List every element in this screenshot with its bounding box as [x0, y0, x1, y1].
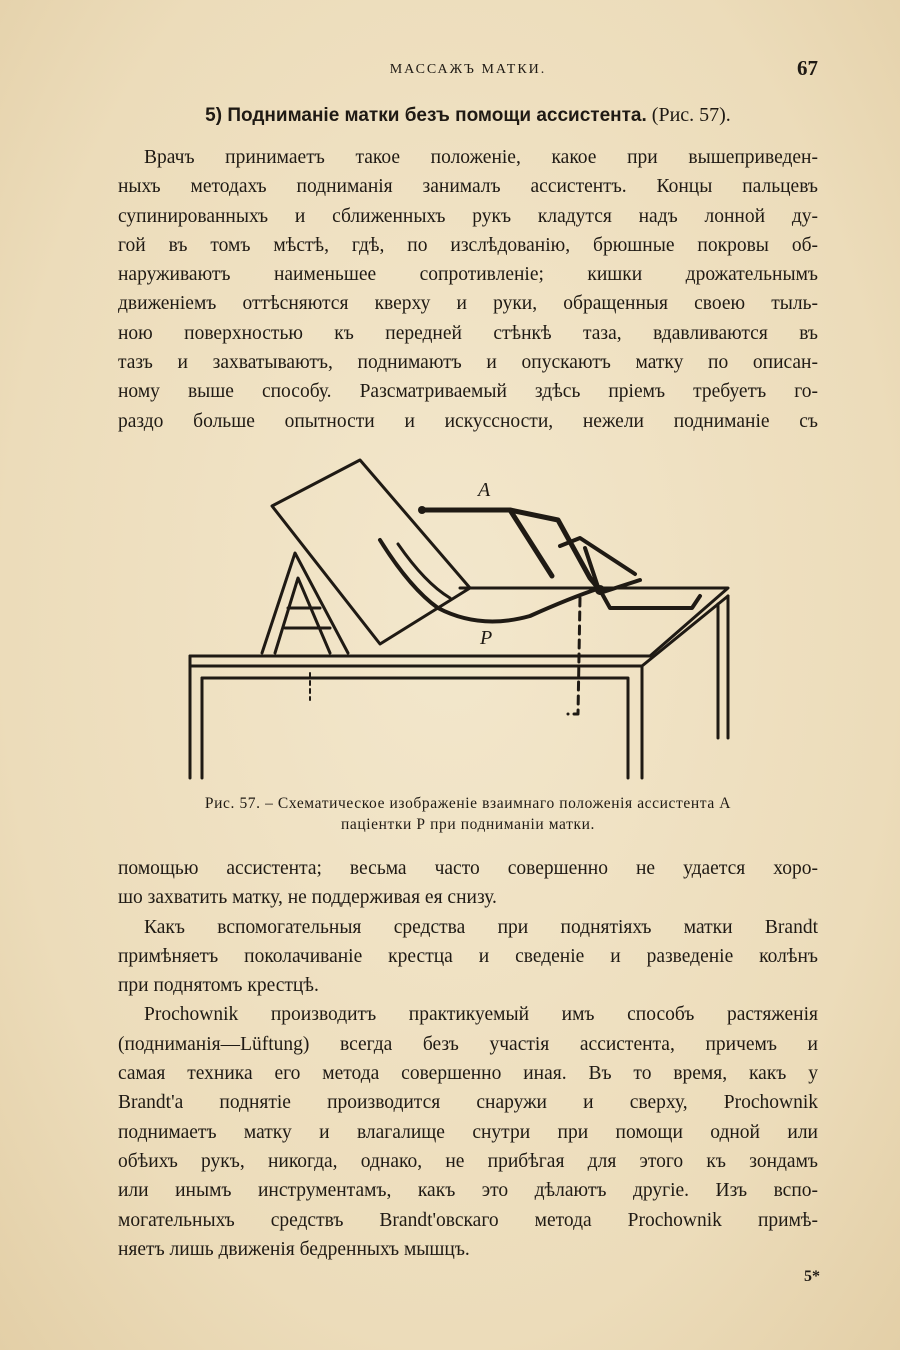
section-heading-title: 5) Подниманіе матки безъ помощи ассистента.	[205, 105, 647, 126]
text-line: примѣняетъ поколачиваніе крестца и сведеніе и разведеніе колѣнъ	[118, 945, 818, 967]
text-line: движеніемъ оттѣсняются кверху и руки, обращенныя своею тыль-	[118, 293, 818, 315]
caption-line: Рис. 57. – Схематическое изображеніе взаимнаго положенія ассистента А	[204, 795, 732, 812]
page-number: 67	[797, 56, 818, 80]
text-line: ною поверхностью къ передней стѣнкѣ таза, вдавливаются въ	[118, 322, 818, 344]
joint-dot	[595, 585, 605, 595]
running-head	[118, 58, 818, 84]
label-patient-p: P	[480, 627, 493, 649]
text-line: самая техника его метода совершенно иная. Въ то время, какъ у	[118, 1063, 818, 1085]
running-title: МАССАЖЪ МАТКИ.	[389, 62, 547, 77]
text-line: могательныхъ средствъ Brandt'овскаго метода Prochownik примѣ-	[118, 1209, 818, 1231]
figure-57-illustration	[180, 448, 760, 788]
text-line: шо захватить матку, не поддерживая ея снизу.	[118, 887, 497, 909]
text-line: гой въ томъ мѣстѣ, гдѣ, по изслѣдованію, брюшные покровы об-	[118, 234, 818, 256]
text-line: при поднятомъ крестцѣ.	[118, 975, 319, 997]
text-line: ному выше способу. Разсматриваемый здѣсь пріемъ требуетъ го-	[118, 381, 818, 403]
text-line: наруживаютъ наименьшее сопротивленіе; кишки дрожательнымъ	[118, 264, 818, 286]
text-line: Prochownik производитъ практикуемый имъ способъ растяженія	[144, 1004, 818, 1026]
text-line: ныхъ методахъ подниманія занималъ ассистентъ. Концы пальцевъ	[118, 176, 818, 198]
text-line: супинированныхъ и сближенныхъ рукъ кладутся надъ лонной ду-	[118, 205, 818, 227]
text-line: Врачъ принимаетъ такое положеніе, какое при вышеприведен-	[144, 147, 818, 168]
section-heading-figure-ref: (Рис. 57).	[646, 104, 731, 126]
body-text-lower	[118, 854, 818, 1264]
text-line: обѣихъ рукъ, никогда, однако, не прибѣгая для этого къ зондамъ	[118, 1150, 818, 1172]
joint-dot	[418, 506, 426, 514]
text-line: (подниманія—Lüftung) всегда безъ участія ассистента, причемъ и	[118, 1033, 818, 1055]
text-line: Brandt'а поднятіе производится снаружи и сверху, Prochownik	[118, 1092, 818, 1114]
paragraph-1	[118, 143, 818, 436]
figure-caption	[118, 793, 818, 835]
printer-signature-mark: 5*	[804, 1268, 820, 1285]
text-line: Какъ вспомогательныя средства при поднятіяхъ матки Brandt	[144, 916, 818, 938]
section-heading	[118, 104, 818, 127]
text-line: поднимаетъ матку и влагалище снутри при помощи одной или	[118, 1121, 818, 1143]
text-line: тазъ и захватываютъ, поднимаютъ и опускаютъ матку по описан-	[118, 352, 818, 374]
caption-line: паціентки Р при подниманіи матки.	[340, 816, 596, 833]
text-line: няетъ лишь движенія бедренныхъ мышцъ.	[118, 1238, 470, 1260]
text-line: помощью ассистента; весьма часто совершенно не удается хоро-	[118, 858, 818, 879]
table-schematic-drawing	[180, 448, 760, 788]
text-line: раздо больше опытности и искуссности, нежели подниманіе съ	[118, 410, 818, 432]
text-line: или инымъ инструментамъ, какъ это дѣлаютъ другіе. Изъ вспо-	[118, 1180, 818, 1202]
label-assistant-a: A	[478, 479, 491, 501]
